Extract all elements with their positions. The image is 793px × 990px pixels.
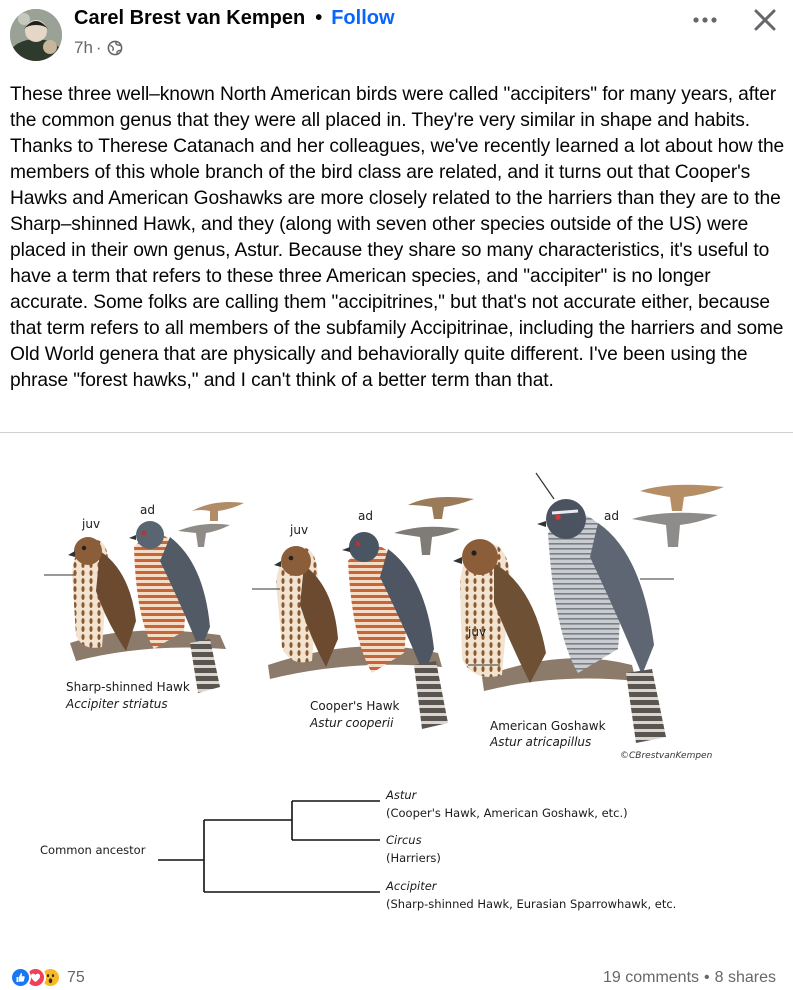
sharp-shinned-ad-label: ad xyxy=(140,503,155,517)
coopers-juv-label: juv xyxy=(290,523,309,537)
coopers-common-name: Cooper's Hawk xyxy=(310,699,400,713)
meta-separator: · xyxy=(95,38,102,57)
phylogenetic-tree xyxy=(158,801,380,892)
comments-count[interactable]: 19 comments xyxy=(602,969,700,986)
post-text: These three well–known North American birds were called "accipiters" for many years, after the common genus that they were all placed in. They're very similar in shape and habits. Thanks to Therese Catanach and her colleagues, we've recently learned a lot about how the members of this whole branch of the bird class are related, and it turns out that Cooper's Hawks and American Goshawks are more closely related to the harriers than they are to the Sharp–shinned Hawk, and they (along with seven other species outside of the US) were placed in their own genus, Astur. Because they share so many characteristics, it's useful to have a term that refers to these three American species, and "accipiter" is no longer accurate. Some folks are calling them "accipitrines," but that's not accurate either, because that term refers to all members of the subfamily Accipitrinae, including the harriers and some Old World genera that are physically and behaviorally quite different. I've been using the phrase "forest hawks," and I can't think of a better term than that. xyxy=(10,84,785,391)
sharp-shinned-common-name: Sharp-shinned Hawk xyxy=(66,680,190,694)
reaction-summary[interactable] xyxy=(10,967,85,988)
close-icon[interactable] xyxy=(752,7,778,33)
author-name[interactable]: Carel Brest van Kempen xyxy=(74,7,306,29)
coopers-scientific-name: Astur cooperii xyxy=(310,716,394,730)
tree-accipiter-members: (Sharp-shinned Hawk, Eurasian Sparrowhawk, etc. xyxy=(386,897,677,911)
goshawk-juv-label: juv xyxy=(468,625,487,639)
reaction-count[interactable]: 75 xyxy=(67,968,85,986)
post-header xyxy=(0,0,793,70)
like-reaction-icon xyxy=(10,967,31,988)
post-footer xyxy=(0,953,793,990)
tree-accipiter-genus: Accipiter xyxy=(386,879,437,893)
post-time[interactable]: 7h xyxy=(74,38,93,57)
tree-circus-members: (Harriers) xyxy=(386,851,441,865)
sharp-shinned-scientific-name: Accipiter striatus xyxy=(66,697,168,711)
author-avatar[interactable] xyxy=(10,9,62,61)
american-goshawk-art xyxy=(453,473,724,743)
goshawk-ad-label: ad xyxy=(604,509,619,523)
artist-signature: ©CBrestvanKempen xyxy=(620,751,713,761)
name-separator: • xyxy=(315,7,323,29)
tree-astur-genus: Astur xyxy=(386,788,417,802)
coopers-ad-label: ad xyxy=(358,509,373,523)
more-options-icon[interactable] xyxy=(689,6,721,32)
sharp-shinned-juv-label: juv xyxy=(82,517,101,531)
goshawk-scientific-name: Astur atricapillus xyxy=(490,735,592,749)
tree-circus-genus: Circus xyxy=(386,833,422,847)
tree-astur-members: (Cooper's Hawk, American Goshawk, etc.) xyxy=(386,806,628,820)
goshawk-common-name: American Goshawk xyxy=(490,719,606,733)
follow-button[interactable]: Follow xyxy=(331,7,395,29)
post-image[interactable] xyxy=(0,433,793,953)
globe-icon xyxy=(107,40,123,56)
stats-separator: • xyxy=(704,969,710,986)
tree-root-label: Common ancestor xyxy=(40,843,146,857)
shares-count[interactable]: 8 shares xyxy=(714,969,776,986)
